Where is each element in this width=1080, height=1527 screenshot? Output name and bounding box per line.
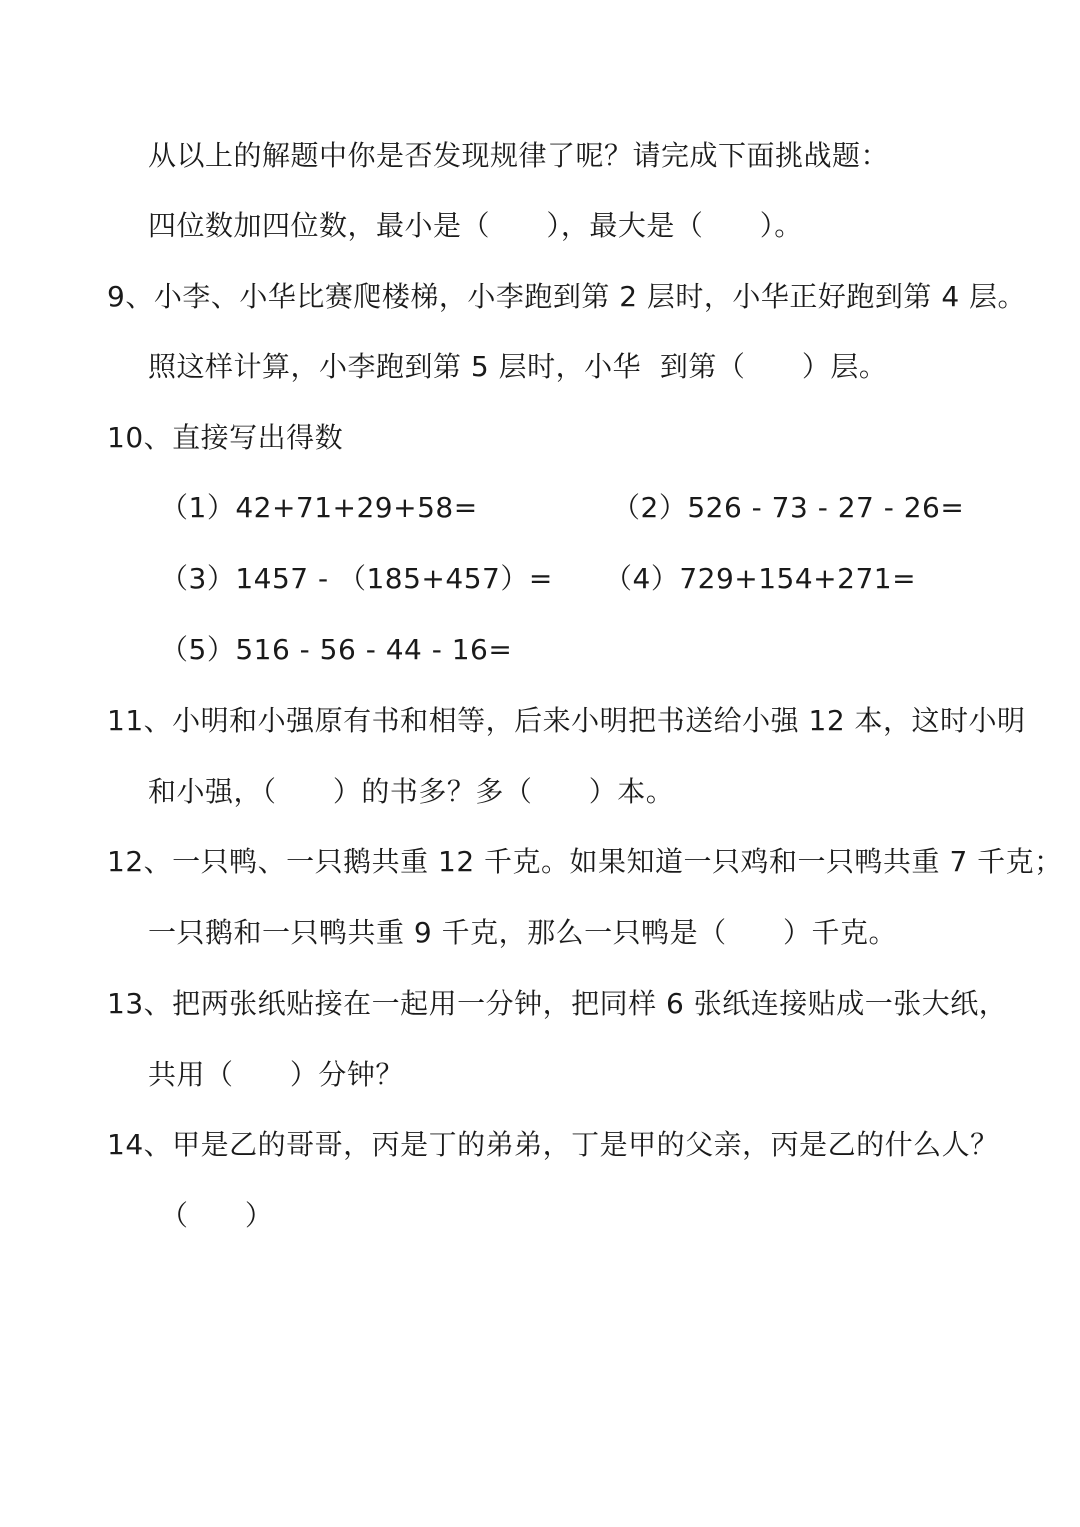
- question-13-line-1: 13、把两张纸贴接在一起用一分钟，把同样 6 张纸连接贴成一张大纸，: [107, 987, 1008, 1020]
- question-11-line-2: 和小强，（ ）的书多？多（ ）本。: [148, 775, 675, 808]
- question-11-line-1: 11、小明和小强原有书和相等，后来小明把书送给小强 12 本，这时小明: [107, 704, 1026, 737]
- question-10-item-3: （3）1457 - （185+457）=: [160, 562, 553, 595]
- question-12-line-2: 一只鹅和一只鸭共重 9 千克，那么一只鸭是（ ）千克。: [148, 916, 898, 949]
- question-10-title: 10、直接写出得数: [107, 421, 344, 454]
- question-10-item-2: （2）526 - 73 - 27 - 26=: [612, 491, 965, 524]
- question-12-line-1: 12、一只鸭、一只鹅共重 12 千克。如果知道一只鸡和一只鸭共重 7 千克；: [107, 845, 1063, 878]
- question-13-line-2: 共用（ ）分钟？: [148, 1058, 404, 1091]
- question-14-line-1: 14、甲是乙的哥哥，丙是丁的弟弟，丁是甲的父亲，丙是乙的什么人？: [107, 1128, 999, 1161]
- question-14-answer-blank: （ ）: [160, 1199, 274, 1232]
- question-9-line-1: 9、小李、小华比赛爬楼梯，小李跑到第 2 层时，小华正好跑到第 4 层。: [107, 280, 1027, 313]
- question-10-item-1: （1）42+71+29+58=: [160, 491, 478, 524]
- question-10-item-4: （4）729+154+271=: [604, 562, 917, 595]
- question-9-line-2: 照这样计算，小李跑到第 5 层时，小华 到第（ ）层。: [148, 350, 888, 383]
- question-10-item-5: （5）516 - 56 - 44 - 16=: [160, 633, 513, 666]
- intro-line: 从以上的解题中你是否发现规律了呢？请完成下面挑战题：: [148, 139, 890, 172]
- challenge-line: 四位数加四位数，最小是（ ），最大是（ ）。: [148, 209, 803, 242]
